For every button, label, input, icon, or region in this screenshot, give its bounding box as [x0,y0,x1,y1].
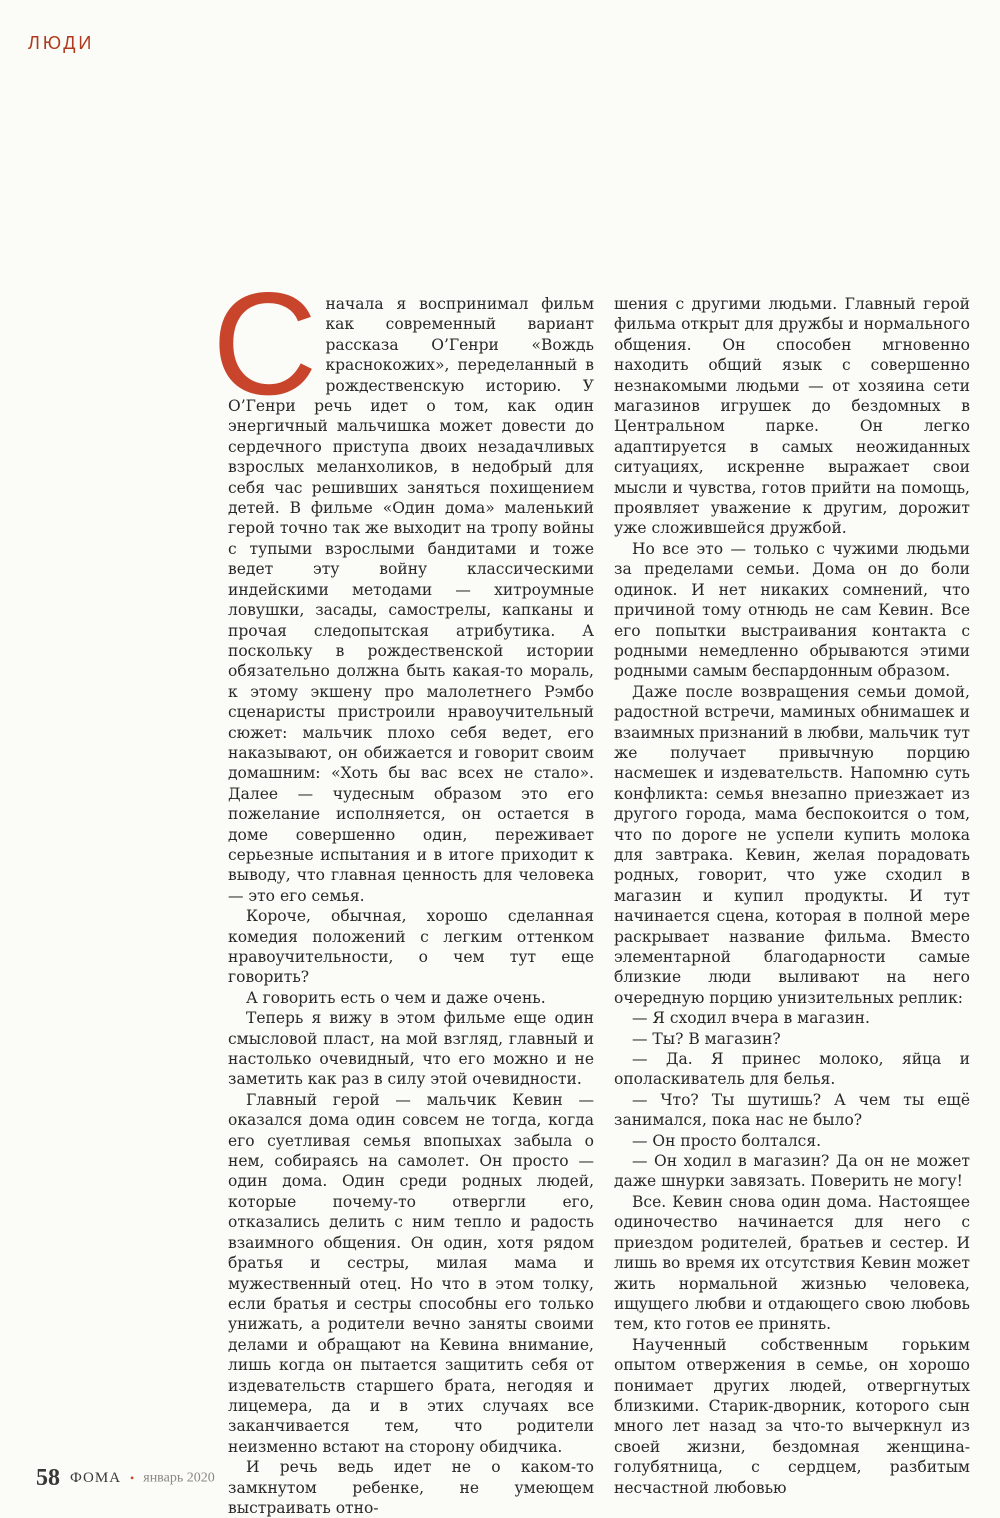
paragraph: И речь ведь идет не о каком-то замкнутом ребенке, не умеющем выстраивать отно- [228,1458,594,1517]
section-label: ЛЮДИ [28,33,95,53]
dialogue-line: — Да. Я принес молоко, яйца и ополаскиватель для белья. [614,1050,970,1089]
magazine-name: ФОМА [70,1470,122,1486]
issue-date: январь 2020 [143,1470,215,1486]
paragraph: Главный герой — мальчик Кевин — оказался дома один совсем не тогда, когда его суетливая семья впопыхах забыла о нем, собираясь на самолет. Он просто — один дома. Один среди родных людей, которые почему-то отвергли его, отказались делить с ним тепло и радость взаимного общения. Он один, хотя рядом братья и сестры, милая мама и мужественный отец. Но что в этом толку, если братья и сестры способны его только унижать, а родители вечно заняты своими делами и обращают на Кевина внимание, лишь когда он пытается защитить себя от издевательств старшего брата, негодяя и лицемера, да и в этих случаях все заканчивается тем, что родители неизменно встают на сторону обидчика. [228,1090,594,1456]
footer-separator: • [130,1471,135,1485]
paragraph: Наученный собственным горьким опытом отвержения в семье, он хорошо понимает других людей, отвергнутых близкими. Старик-дворник, которого сын много лет назад за что-то вычеркнул из своей жизни, бездомная женщина-голубятница, с сердцем, разбитым несчастной любовью [614,1335,970,1497]
drop-cap: С [212,262,318,425]
dialogue-line: — Он просто болтался. [632,1131,822,1150]
lead-paragraph [212,262,594,906]
dialogue-line: — Что? Ты шутишь? А чем ты ещё занимался, пока нас не было? [614,1090,970,1130]
article-column-left [212,262,594,1518]
paragraph: Все. Кевин снова один дома. Настоящее одиночество начинается для него с приездом родителей, братьев и сестер. И лишь во время их отсутствия Кевин может жить нормальной жизнью человека, ищущего любви и отдающего свою любовь тем, кто готов ее принять. [614,1192,970,1334]
dialogue-line: — Ты? В магазин? [632,1029,781,1048]
paragraph: Но все это — только с чужими людьми за пределами семьи. Дома он до боли одинок. И нет никаких сомнений, что причиной тому отнюдь не сам Кевин. Все его попытки выстраивания контакта с родными немедленно обрываются этими родными самым беспардонным образом. [614,539,970,681]
page-footer [36,1465,215,1492]
paragraph: Теперь я вижу в этом фильме еще один смысловой пласт, на мой взгляд, главный и настолько очевидный, что его можно и не заметить как раз в силу этой очевидности. [228,1009,594,1089]
paragraph: Даже после возвращения семьи домой, радостной встречи, маминых обнимашек и взаимных признаний в любви, мальчик тут же получает привычную порцию насмешек и издевательств. Напомню суть конфликта: семья внезапно приезжает из другого города, мама беспокоится о том, что по дороге не успели купить молока для завтрака. Кевин, желая порадовать родных, говорит, что уже сходил в магазин и купил продукты. И тут начинается сцена, которая в полной мере раскрывает название фильма. Вместо элементарной благодарности самые близкие люди выливают на него очередную порцию унизительных реплик: [614,682,970,1007]
page-number: 58 [36,1465,60,1491]
paragraph: шения с другими людьми. Главный герой фильма открыт для дружбы и нормального общения. Он способен мгновенно находить общий язык с совершенно незнакомыми людьми — от хозяина сети магазинов игрушек до бездомных в Центральном парке. Он легко адаптируется в самых неожиданных ситуациях, искренне выражает свои мысли и чувства, готов прийти на помощь, проявляет уважение к другим, дорожит уже сложившейся дружбой. [614,295,970,538]
dialogue-line: — Я сходил вчера в магазин. [632,1009,870,1028]
dialogue-line: — Он ходил в магазин? Да он не может даже шнурки завязать. Поверить не могу! [614,1152,970,1191]
lead-paragraph-text: начала я воспринимал фильм как современный вариант рассказа О’Генри «Вождь краснокожих», переделанный в рождественскую историю. У О’Генри речь идет о том, как один энергичный мальчишка может довести до сердечного приступа двоих незадачливых взрослых меланхоликов, в недобрый для себя час решивших заняться похищением детей. В фильме «Один дома» маленький герой точно так же выходит на тропу войны с тупыми взрослыми бандитами и тоже ведет эту войну классическими индейскими методами — хитроумные ловушки, засады, самострелы, капканы и прочая следопытская атрибутика. А поскольку в рождественской истории обязательно должна быть какая-то мораль, к этому экшену про малолетнего Рэмбо сценаристы пристроили нравоучительный сюжет: мальчик плохо себя ведет, его наказывают, он обижается и говорит своим домашним: «Хоть бы вас всех не стало». Далее — чудесным образом это его пожелание исполняется, он остается в доме совершенно один, переживает серьезные испытания и в итоге приходит к выводу, что главная ценность для человека — это его семья. [228,295,594,905]
paragraph: А говорить есть о чем и даже очень. [246,988,546,1007]
article-column-right [614,294,970,1498]
paragraph: Короче, обычная, хорошо сделанная комедия положений с легким оттенком нравоучительности, о чем тут еще говорить? [228,907,594,987]
